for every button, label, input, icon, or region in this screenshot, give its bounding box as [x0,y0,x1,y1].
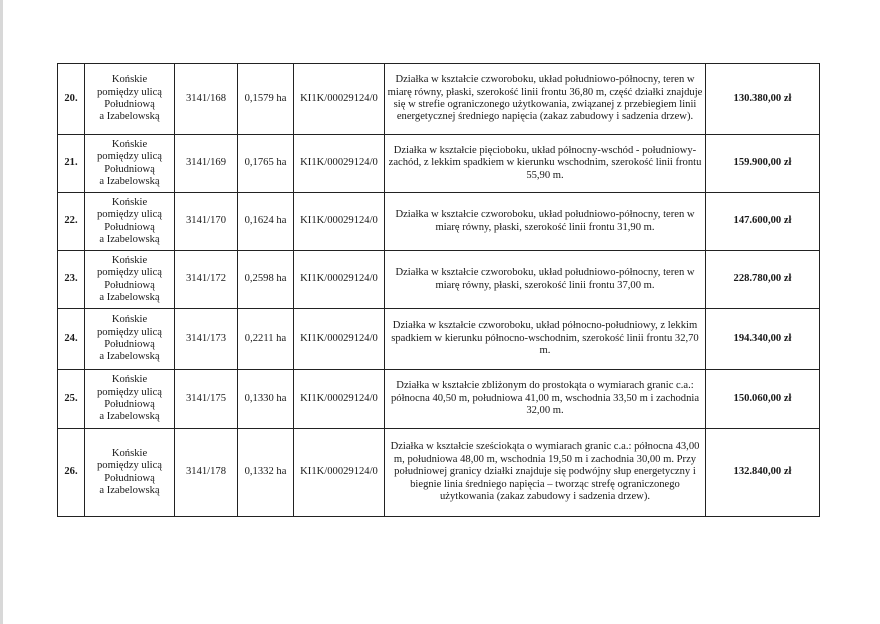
parcel-area: 0,1765 ha [238,135,294,193]
location-line: Końskie [111,254,148,266]
parcel-description: Działka w kształcie czworoboku, układ południowo-północny, teren w miarę równy, płaski, szerokość linii frontu 36,80 m, część działki znajduje się w strefie ograniczonego użytkowania, związanej z przebiegiem linii energetycznej średniego napięcia (zakaz zabudowy i sadzenia drzew). [385,64,706,135]
location-line: Końskie [111,196,148,208]
parcel-area: 0,2211 ha [238,309,294,370]
location-line: pomiędzy ulicą [96,326,162,338]
parcel-number: 3141/169 [175,135,238,193]
location-line: Końskie [111,374,148,386]
location-cell [85,370,175,429]
parcel-number: 3141/170 [175,193,238,251]
parcel-description: Działka w kształcie czworoboku, układ południowo-północny, teren w miarę równy, płaski, szerokość linii frontu 31,90 m. [385,193,706,251]
location-line: a Izabelowską [99,111,160,123]
location-cell [85,135,175,193]
parcel-description: Działka w kształcie pięcioboku, układ północny-wschód - południowy-zachód, z lekkim spadkiem w kierunku wschodnim, szerokość linii frontu 55,90 m. [385,135,706,193]
row-number: 22. [58,193,85,251]
parcel-area: 0,1624 ha [238,193,294,251]
location-line: a Izabelowską [99,233,160,245]
location-line: Końskie [111,138,148,150]
land-register-number: KI1K/00029124/0 [294,370,385,429]
land-register-number: KI1K/00029124/0 [294,251,385,309]
parcel-price: 194.340,00 zł [706,309,820,370]
location-line: a Izabelowską [99,484,160,496]
location-line: a Izabelowską [99,175,160,187]
location-line: Południową [104,163,155,175]
location-line: a Izabelowską [99,411,160,423]
location-line: pomiędzy ulicą [96,209,162,221]
row-number: 20. [58,64,85,135]
location-line: pomiędzy ulicą [96,151,162,163]
land-register-number: KI1K/00029124/0 [294,135,385,193]
parcel-price: 130.380,00 zł [706,64,820,135]
parcels-table [57,63,820,517]
table-row [58,64,820,135]
parcel-price: 159.900,00 zł [706,135,820,193]
location-line: a Izabelowską [99,351,160,363]
table-row [58,251,820,309]
location-line: Południową [104,279,155,291]
parcel-price: 132.840,00 zł [706,429,820,517]
parcel-price: 150.060,00 zł [706,370,820,429]
parcel-number: 3141/168 [175,64,238,135]
parcel-area: 0,1579 ha [238,64,294,135]
parcel-description: Działka w kształcie zbliżonym do prostokąta o wymiarach granic c.a.: północna 40,50 m, południowa 41,00 m, wschodnia 33,50 m i zachodnia 32,00 m. [385,370,706,429]
parcel-description: Działka w kształcie czworoboku, układ południowo-północny, teren w miarę równy, płaski, szerokość linii frontu 37,00 m. [385,251,706,309]
land-register-number: KI1K/00029124/0 [294,193,385,251]
location-line: Południową [104,472,155,484]
location-cell [85,309,175,370]
location-line: Południową [104,399,155,410]
row-number: 23. [58,251,85,309]
row-number: 24. [58,309,85,370]
parcel-description: Działka w kształcie czworoboku, układ północno-południowy, z lekkim spadkiem w kierunku północno-wschodnim, szerokość linii frontu 32,70 m. [385,309,706,370]
location-cell [85,429,175,517]
table-row [58,370,820,429]
location-line: Końskie [111,447,148,459]
location-line: pomiędzy ulicą [96,267,162,279]
table-row [58,135,820,193]
row-number: 25. [58,370,85,429]
location-cell [85,251,175,309]
parcel-price: 228.780,00 zł [706,251,820,309]
row-number: 21. [58,135,85,193]
table-row [58,429,820,517]
location-cell [85,64,175,135]
location-cell [85,193,175,251]
location-line: a Izabelowską [99,291,160,303]
location-line: pomiędzy ulicą [96,86,162,98]
parcel-description: Działka w kształcie sześciokąta o wymiarach granic c.a.: północna 43,00 m, południowa 48,00 m, wschodnia 19,50 m i zachodnia 30,00 m. Przy południowej granicy działki znajduje się podwójny słup energetyczny i biegnie linia średniego napięcia – tworząc strefę ograniczonego użytkowania (zakaz zabudowy i sadzenia drzew). [385,429,706,517]
location-line: pomiędzy ulicą [96,386,162,398]
parcel-number: 3141/173 [175,309,238,370]
parcel-number: 3141/178 [175,429,238,517]
parcel-price: 147.600,00 zł [706,193,820,251]
parcel-number: 3141/175 [175,370,238,429]
location-line: Południową [104,221,155,233]
land-register-number: KI1K/00029124/0 [294,429,385,517]
land-register-number: KI1K/00029124/0 [294,309,385,370]
parcel-area: 0,1332 ha [238,429,294,517]
scan-edge [0,0,3,624]
parcel-area: 0,2598 ha [238,251,294,309]
land-register-number: KI1K/00029124/0 [294,64,385,135]
location-line: Południową [104,339,155,350]
table-row [58,309,820,370]
row-number: 26. [58,429,85,517]
location-line: Końskie [111,74,148,86]
location-line: Południową [104,99,155,110]
location-line: pomiędzy ulicą [96,460,162,472]
table-row [58,193,820,251]
parcel-area: 0,1330 ha [238,370,294,429]
parcel-number: 3141/172 [175,251,238,309]
location-line: Końskie [111,314,148,326]
